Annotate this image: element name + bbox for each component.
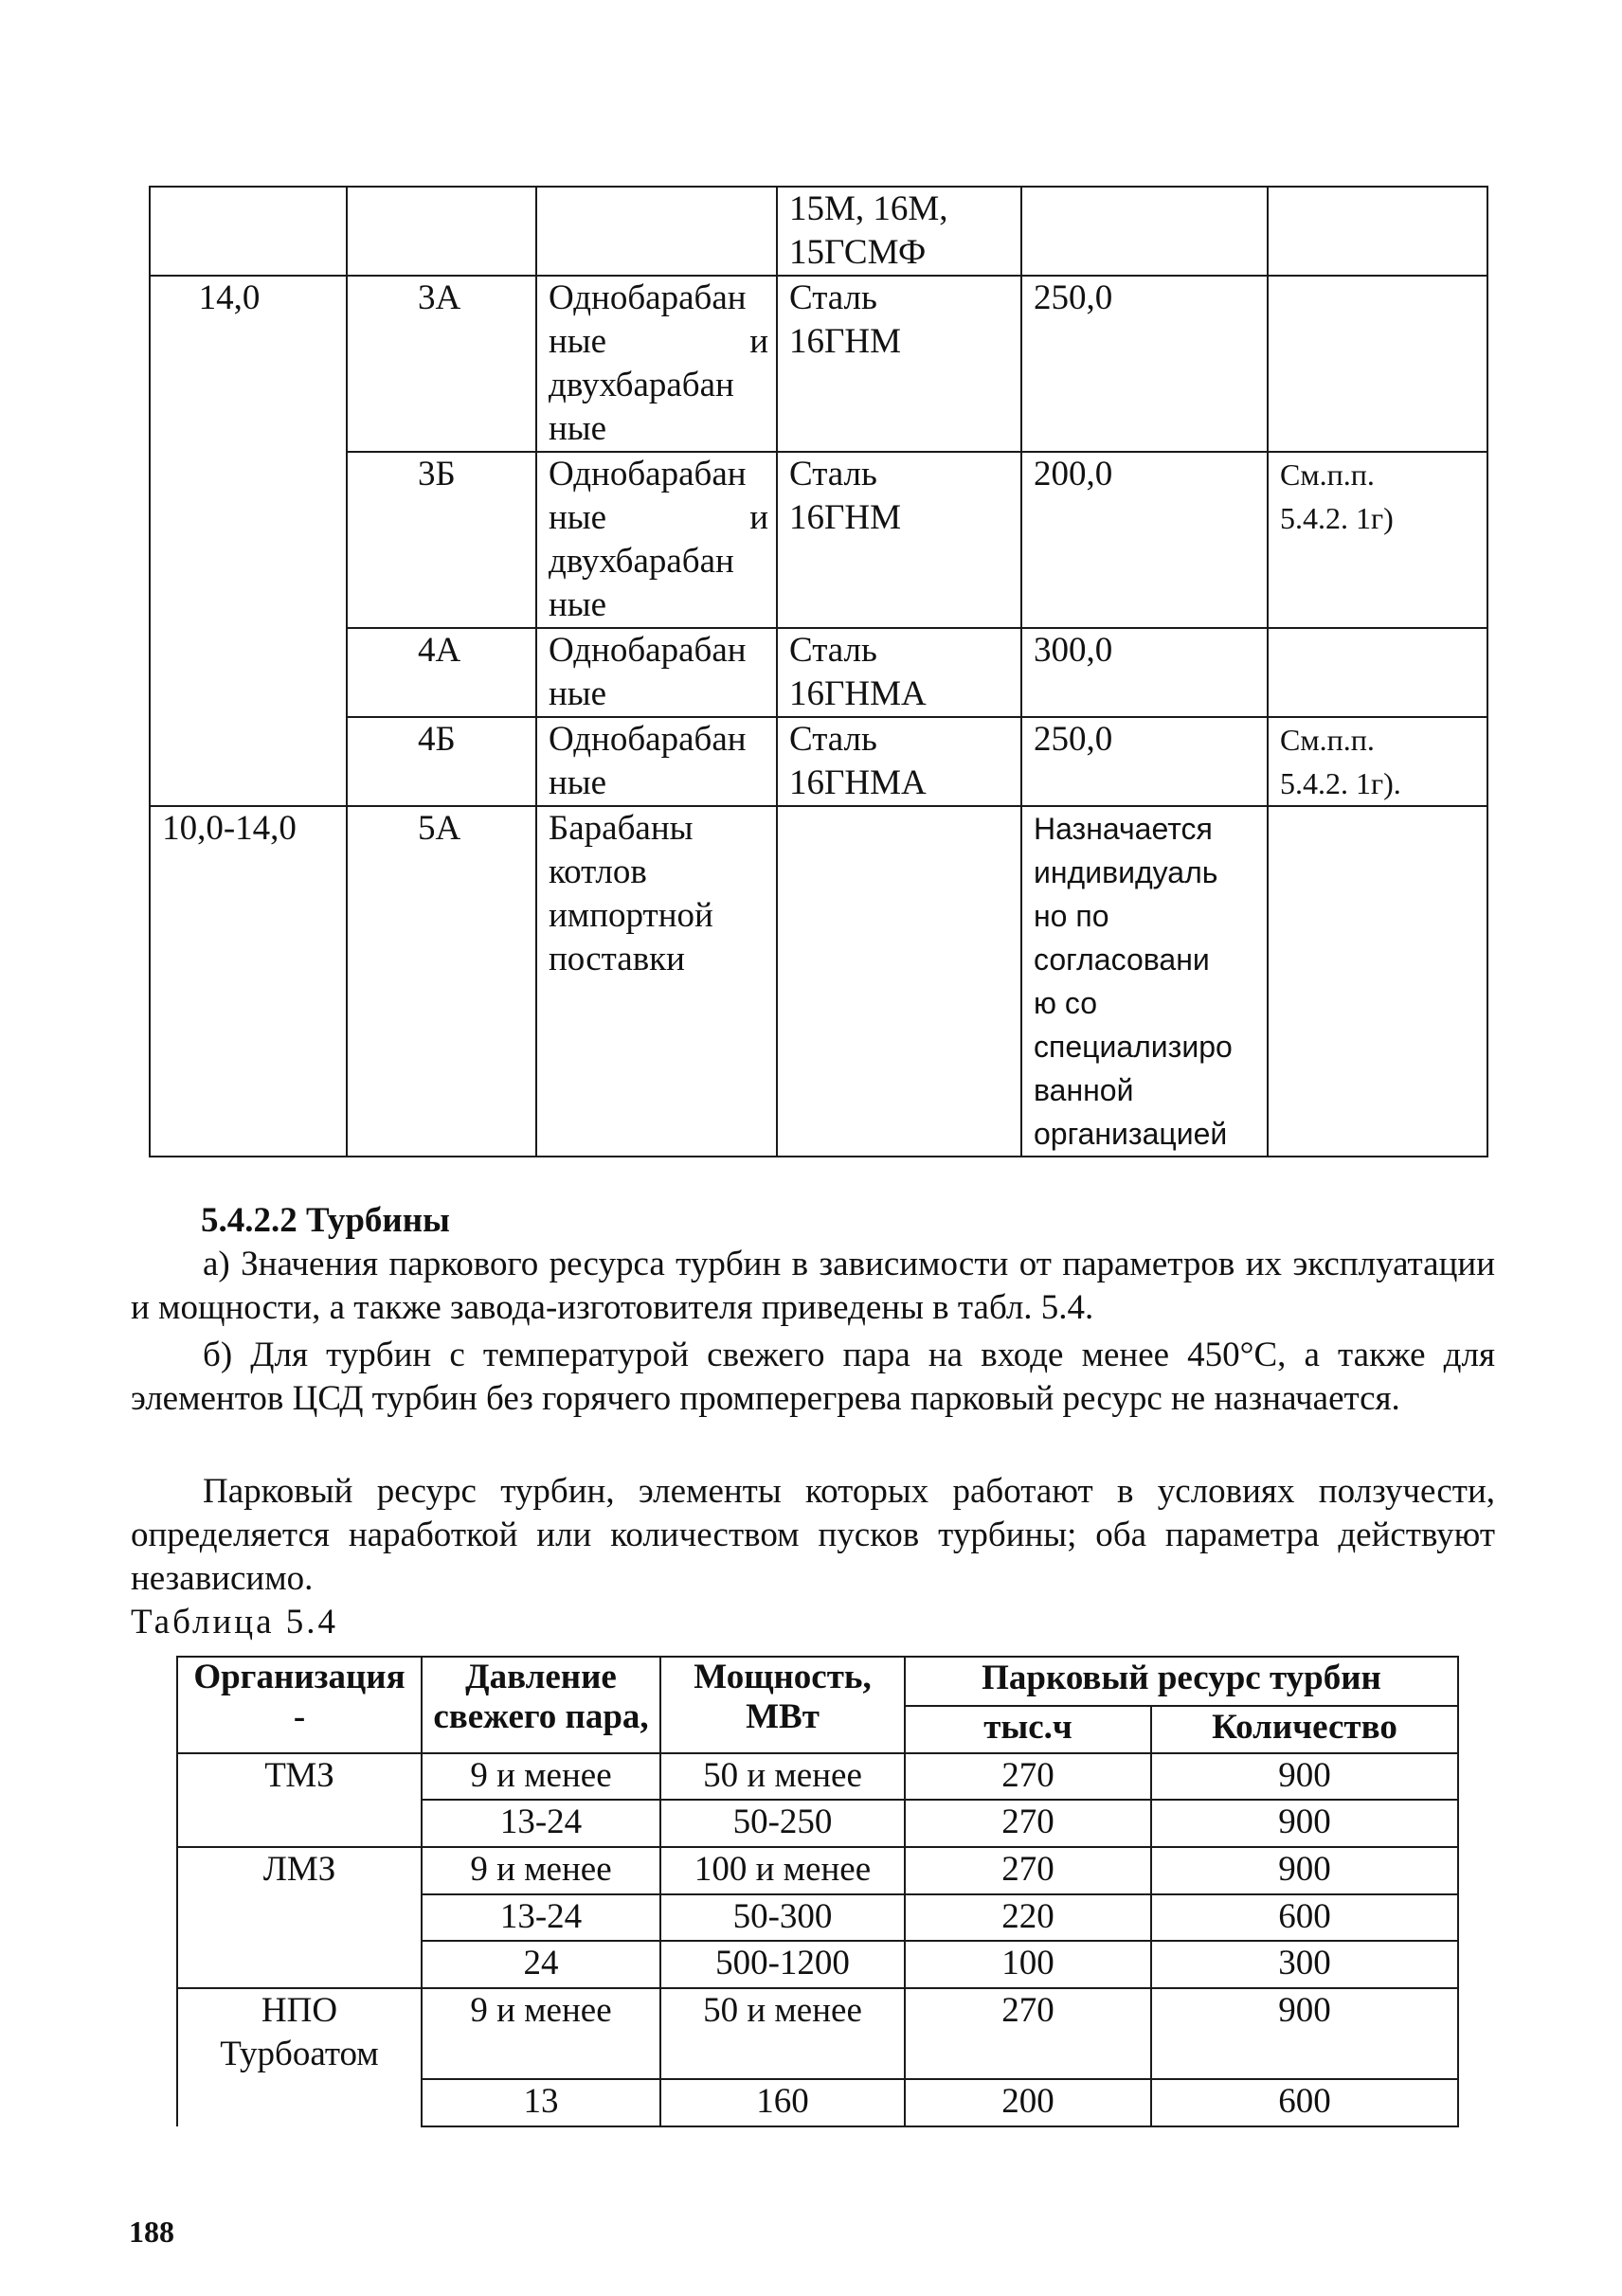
cell-line: Турбоатом: [220, 2035, 379, 2073]
pressure-cell: 13-24: [422, 1800, 660, 1847]
cell-word: и: [749, 322, 768, 361]
power-cell: 50-300: [660, 1894, 905, 1941]
hours-cell: 220: [905, 1894, 1151, 1941]
steel-group-cell: 3А: [347, 276, 536, 452]
org-cell: ЛМЗ: [177, 1847, 422, 1988]
drum-type-cell: [536, 628, 777, 717]
starts-cell: 900: [1151, 1800, 1458, 1847]
cell-line: Однобарабан: [549, 278, 747, 317]
pressure-cell: 9 и менее: [422, 1988, 660, 2079]
resource-cell: [1021, 806, 1268, 1157]
cell-line: 16ГНМА: [789, 674, 927, 713]
org-cell: ТМЗ: [177, 1753, 422, 1847]
cell-line: ные: [549, 674, 607, 713]
cell-line: См.п.п.: [1280, 457, 1375, 492]
cell-line: Сталь: [789, 631, 877, 670]
paragraph-a: а) Значения паркового ресурса турбин в зависимости от параметров их эксплуатации и мощности, а также завода-изготовителя приведены в табл. 5.4.: [131, 1245, 1495, 1327]
cell-line: согласовани: [1034, 942, 1210, 977]
header-line: Организация: [193, 1658, 406, 1696]
drum-type-cell: [536, 452, 777, 628]
header-line: Мощность,: [694, 1658, 872, 1696]
steel-grade-cell: [777, 187, 1021, 276]
cell-line: См.п.п.: [1280, 723, 1375, 757]
starts-cell: 300: [1151, 1941, 1458, 1988]
table-row: [150, 806, 1487, 1157]
header-line: -: [293, 1697, 306, 1736]
cell-line: Сталь: [789, 455, 877, 493]
note-cell: [1268, 276, 1487, 452]
cell-line: Однобарабан: [549, 720, 747, 759]
table-row: [150, 717, 1487, 806]
steel-grade-cell: [777, 717, 1021, 806]
starts-cell: 900: [1151, 1988, 1458, 2079]
pressure-cell: 10,0-14,0: [150, 806, 347, 1157]
turbine-resource-table: [176, 1656, 1459, 2127]
steel-grade-cell: [777, 452, 1021, 628]
starts-cell: 900: [1151, 1847, 1458, 1894]
power-cell: 100 и менее: [660, 1847, 905, 1894]
cell-line: Барабаны: [549, 809, 694, 848]
header-line: свежего пара,: [433, 1697, 649, 1736]
cell-line: котлов: [549, 852, 647, 891]
steel-grade-cell: [777, 806, 1021, 1157]
note-cell: [1268, 628, 1487, 717]
starts-cell: 600: [1151, 2079, 1458, 2126]
header-organization: [177, 1657, 422, 1753]
cell-line: специализиро: [1034, 1030, 1233, 1064]
header-starts: Количество: [1151, 1706, 1458, 1753]
table-row: [177, 1847, 1458, 1894]
cell-line: индивидуаль: [1034, 855, 1218, 889]
paragraph-b: б) Для турбин с температурой свежего пара на входе менее 450°С, а также для элементов ЦСД турбин без горячего промперегрева парковый ресурс не назначается.: [131, 1336, 1495, 1418]
org-cell: [177, 1988, 422, 2126]
header-hours: тыс.ч: [905, 1706, 1151, 1753]
cell-line: импортной: [549, 896, 713, 935]
cell-line: 15М, 16М,: [789, 189, 948, 228]
cell-line: [549, 496, 768, 540]
cell-line: Сталь: [789, 278, 877, 317]
steel-grade-cell: [777, 276, 1021, 452]
cell-line: ные: [549, 585, 607, 624]
drum-type-cell: [536, 806, 777, 1157]
header-resource: Парковый ресурс турбин: [905, 1657, 1458, 1706]
cell-line: поставки: [549, 940, 685, 978]
resource-cell: 250,0: [1021, 276, 1268, 452]
table-row: [150, 452, 1487, 628]
power-cell: 500-1200: [660, 1941, 905, 1988]
section-heading: 5.4.2.2 Турбины: [201, 1201, 450, 1240]
cell-line: Однобарабан: [549, 455, 747, 493]
hours-cell: 200: [905, 2079, 1151, 2126]
hours-cell: 270: [905, 1847, 1151, 1894]
table-row: [150, 187, 1487, 276]
steel-grade-cell: [777, 628, 1021, 717]
cell-line: ные: [549, 409, 607, 448]
table-row: [150, 276, 1487, 452]
note-cell: [1268, 717, 1487, 806]
pressure-cell: 13-24: [422, 1894, 660, 1941]
cell-line: 15ГСМФ: [789, 233, 927, 272]
resource-cell: 200,0: [1021, 452, 1268, 628]
cell-line: ные: [549, 763, 607, 802]
header-power: [660, 1657, 905, 1753]
hours-cell: 100: [905, 1941, 1151, 1988]
cell-line: ванной: [1034, 1073, 1134, 1107]
header-line: Давление: [465, 1658, 617, 1696]
hours-cell: 270: [905, 1753, 1151, 1800]
note-cell: [1268, 452, 1487, 628]
steel-group-cell: 3Б: [347, 452, 536, 628]
cell-word: ные: [549, 498, 607, 537]
pressure-cell: 13: [422, 2079, 660, 2126]
cell-line: 16ГНМ: [789, 498, 902, 537]
table-cell: [150, 187, 347, 276]
cell-line: 16ГНМ: [789, 322, 902, 361]
header-pressure: [422, 1657, 660, 1753]
table-row: [150, 628, 1487, 717]
table-cell: [1021, 187, 1268, 276]
steel-group-cell: 4Б: [347, 717, 536, 806]
cell-line: ю со: [1034, 986, 1098, 1020]
cell-line: но по: [1034, 899, 1109, 933]
table-row: [177, 1988, 1458, 2079]
cell-line: 16ГНМА: [789, 763, 927, 802]
table-header-row: [177, 1657, 1458, 1706]
hours-cell: 270: [905, 1800, 1151, 1847]
cell-line: Однобарабан: [549, 631, 747, 670]
steel-group-cell: 5А: [347, 806, 536, 1157]
note-cell: [1268, 806, 1487, 1157]
steel-group-cell: 4А: [347, 628, 536, 717]
drum-type-cell: [536, 717, 777, 806]
cell-line: [549, 320, 768, 364]
resource-cell: 250,0: [1021, 717, 1268, 806]
header-line: МВт: [746, 1697, 820, 1736]
cell-word: и: [749, 498, 768, 537]
power-cell: 50-250: [660, 1800, 905, 1847]
pressure-cell: 9 и менее: [422, 1753, 660, 1800]
table-caption: Таблица 5.4: [131, 1603, 338, 1641]
pressure-cell: 14,0: [150, 276, 347, 806]
table-row: [177, 1753, 1458, 1800]
cell-line: НПО: [261, 1991, 338, 2030]
starts-cell: 600: [1151, 1894, 1458, 1941]
boiler-drum-table: [149, 186, 1488, 1157]
paragraph-creep: Парковый ресурс турбин, элементы которых работают в условиях ползучести, определяется наработкой или количеством пусков турбины; оба параметра действуют независимо.: [131, 1472, 1495, 1598]
resource-cell: 300,0: [1021, 628, 1268, 717]
pressure-cell: 24: [422, 1941, 660, 1988]
cell-line: двухбарабан: [549, 366, 734, 404]
cell-line: 5.4.2. 1г).: [1280, 766, 1401, 800]
cell-line: Назначается: [1034, 812, 1213, 846]
cell-line: организацией: [1034, 1117, 1228, 1151]
page-number: 188: [129, 2215, 174, 2249]
cell-line: двухбарабан: [549, 542, 734, 581]
pressure-cell: 9 и менее: [422, 1847, 660, 1894]
cell-word: ные: [549, 322, 607, 361]
starts-cell: 900: [1151, 1753, 1458, 1800]
power-cell: 160: [660, 2079, 905, 2126]
power-cell: 50 и менее: [660, 1753, 905, 1800]
table-cell: [1268, 187, 1487, 276]
drum-type-cell: [536, 276, 777, 452]
table-cell: [347, 187, 536, 276]
hours-cell: 270: [905, 1988, 1151, 2079]
cell-line: Сталь: [789, 720, 877, 759]
cell-line: 5.4.2. 1г): [1280, 501, 1394, 535]
power-cell: 50 и менее: [660, 1988, 905, 2079]
table-cell: [536, 187, 777, 276]
